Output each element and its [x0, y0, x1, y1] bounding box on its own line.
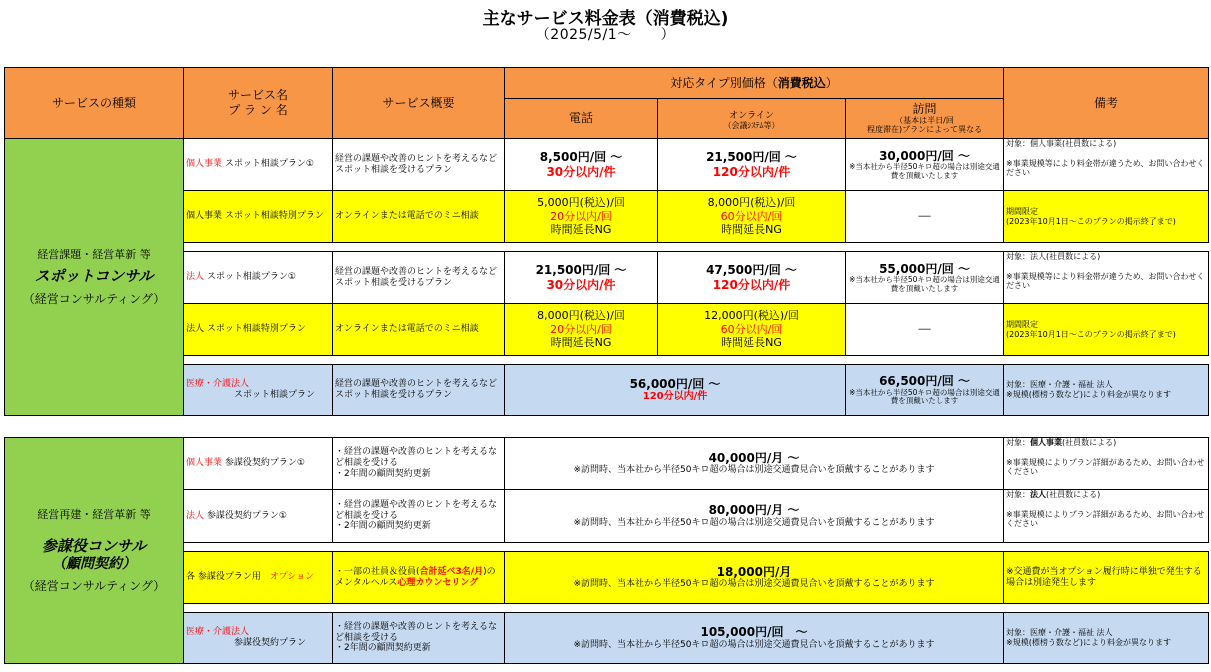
notes-detail: ※規模(標榜う数など)により料金が異なります [1006, 638, 1171, 647]
plan-name-type: 各 参謀役プラン用 [186, 572, 261, 583]
plan-name-type: 個人事業 [186, 211, 223, 222]
notes-cell: ※交通費が当オプション履行時に単独で発生する場合は別途発生します [1004, 552, 1209, 604]
plan-overview [333, 490, 505, 543]
notes-target: 対象：法人(社員数による) [1006, 252, 1101, 261]
overview-line1: ・経営の課題や改善のヒントを考えるなど相談を受ける [335, 447, 498, 469]
price-note: ※訪問時、当本社から半径50キロ超の場合は別途交通費見合いを頂戴することがあります [573, 517, 935, 528]
notes-target [1006, 438, 1206, 448]
header-price-prefix: 対応タイプ別価格（ [670, 75, 778, 90]
price-note: ※訪問時、当本社から半径50キロ超の場合は別途交通費見合いを頂戴することがあります [573, 579, 935, 590]
online-price-cell [658, 252, 846, 304]
plan-name-type: 医療・介護法人 [186, 627, 250, 638]
plan-name [184, 304, 333, 356]
price-table [4, 67, 1209, 416]
visit-price: 30,000円/回 ～ [879, 148, 970, 163]
visit-price-cell: － [846, 304, 1004, 356]
notes-cell [1004, 365, 1209, 416]
online-time-limit: 60分以内/回 [720, 322, 783, 336]
online-extension-note: 時間延長NG [721, 336, 782, 350]
notes-cell [1004, 139, 1209, 191]
spacer-row [5, 604, 1209, 613]
visit-price-cell [846, 365, 1004, 416]
online-price-cell [658, 304, 846, 356]
plan-name [184, 139, 333, 191]
phone-extension-note: 時間延長NG [550, 336, 612, 350]
spot-row-5 [5, 365, 1209, 416]
online-price: 47,500円/回 ～ [706, 262, 797, 277]
visit-note: ※当本社から半径50キロ超の場合は別途交通費を頂戴いたします [849, 275, 1000, 293]
spot-row-3 [5, 252, 1209, 304]
notes-cell [1004, 304, 1209, 356]
combined-price: 56,000円/回 ～ [629, 376, 721, 391]
phone-price-cell [505, 139, 658, 191]
visit-price-cell: － [846, 191, 1004, 243]
spot-row-2 [5, 191, 1209, 243]
plan-name-text: 参謀役契約プラン [234, 638, 307, 648]
online-extension-note: 時間延長NG [721, 223, 782, 237]
notes-target: 対象：医療・介護・福祉 法人 [1006, 380, 1113, 390]
visit-price-cell [846, 139, 1004, 191]
spacer-row [5, 543, 1209, 552]
notes-cell [1004, 613, 1209, 664]
notes-target-prefix: 対象： [1006, 490, 1030, 499]
monthly-price: 105,000円/回 ～ [700, 625, 808, 640]
notes-detail: ※事業規模等により料金帯が違うため、お問い合わせください [1006, 158, 1205, 178]
overview-line1: ・経営の課題や改善のヒントを考えるなど相談を受ける [335, 499, 498, 521]
plan-name-type: 個人事業 [186, 159, 223, 170]
overview-line1: ・経営の課題や改善のヒントを考えるなど相談を受ける [335, 621, 498, 643]
plan-overview: オンラインまたは電話でのミニ相談 [333, 191, 505, 243]
plan-name-type: 法人 [186, 324, 205, 335]
notes-detail: ※事業規模等により料金帯が違うため、お問い合わせください [1006, 271, 1205, 291]
monthly-price: 40,000円/月 ～ [708, 450, 800, 465]
online-price: 21,500円/回 ～ [706, 149, 797, 164]
phone-online-price-cell [505, 365, 846, 416]
phone-price: 8,000円(税込)/回 [537, 309, 625, 323]
plan-overview: 経営の課題や改善のヒントを考えるなどスポット相談を受けるプラン [333, 139, 505, 191]
plan-name [184, 490, 333, 543]
notes-target-suffix: (社員数による) [1062, 438, 1117, 447]
advisor-category-subtitle: （顧問契約） [52, 555, 136, 572]
visit-note: ※当本社から半径50キロ超の場合は別途交通費を頂戴いたします [849, 162, 1000, 180]
plan-name-type: 法人 [186, 272, 205, 283]
plan-name-text: スポット相談プラン [234, 390, 316, 400]
plan-name-text: スポット相談プラン① [206, 272, 296, 283]
monthly-price-cell [505, 552, 1004, 604]
header-online-label: オンライン [729, 110, 774, 121]
plan-name-text: 参謀役契約プラン① [224, 458, 305, 469]
overview-line2: ・2年間の顧問契約更新 [335, 521, 431, 532]
plan-overview: オンラインまたは電話でのミニ相談 [333, 304, 505, 356]
online-time-limit: 60分以内/回 [720, 209, 783, 223]
header-service-type: サービスの種類 [5, 68, 184, 139]
phone-price: 8,500円/回 ～ [539, 149, 623, 164]
spot-category [5, 139, 184, 416]
notes-detail: ※事業規模によりプラン詳細があるため、お問い合わせください [1006, 509, 1205, 529]
notes-detail: (2023年10月1日～このプランの掲示終了まで) [1006, 329, 1176, 339]
phone-price-cell [505, 304, 658, 356]
header-service-name-line1: サービス名 [227, 88, 288, 103]
overview-line2: ・2年間の顧問契約更新 [335, 643, 431, 654]
header-service-overview: サービス概要 [333, 68, 505, 139]
plan-name [184, 252, 333, 304]
notes-cell [1004, 490, 1209, 543]
notes-detail: ※規模(標榜う数など)により料金が異なります [1006, 390, 1171, 399]
header-visit [846, 99, 1004, 139]
spot-category-line1: 経営課題・経営革新 等 [37, 247, 151, 261]
online-price-cell [658, 139, 846, 191]
notes-detail: (2023年10月1日～このプランの掲示終了まで) [1006, 216, 1176, 226]
online-time-limit: 120分以内/件 [712, 164, 791, 179]
advisor-row-1 [5, 438, 1209, 490]
plan-name-type: 医療・介護法人 [186, 379, 250, 390]
phone-price: 5,000円(税込)/回 [537, 196, 625, 210]
notes-detail: ※事業規模によりプラン詳細があるため、お問い合わせください [1006, 457, 1205, 477]
visit-price: 55,000円/回 ～ [879, 261, 970, 276]
notes-target: 対象：個人事業(社員数による) [1006, 139, 1117, 148]
notes-target: 期間限定 [1006, 319, 1039, 329]
plan-name-type: 個人事業 [186, 458, 223, 469]
header-online-sub: （会議ｼｽﾃﾑ等） [723, 120, 780, 130]
visit-price: 66,500円/回 ～ [879, 374, 970, 389]
plan-name-text: スポット相談特別プラン [224, 211, 324, 222]
notes-target-type: 個人事業 [1030, 438, 1062, 447]
notes-target: 期間限定 [1006, 206, 1039, 216]
price-note: ※訪問時、当本社から半径50キロ超の場合は別途交通費見合いを頂戴することがあります [573, 465, 935, 476]
notes-cell [1004, 191, 1209, 243]
spot-category-line3: （経営コンサルティング） [22, 291, 166, 306]
advisor-table [4, 437, 1209, 664]
header-service-name-line2: プ ラ ン 名 [228, 103, 288, 117]
plan-overview [333, 438, 505, 490]
header-price-suffix: ） [825, 75, 838, 90]
online-price-cell [658, 191, 846, 243]
header-row-1 [5, 68, 1209, 99]
plan-name [184, 613, 333, 664]
plan-overview: 経営の課題や改善のヒントを考えるなどスポット相談を受けるプラン [333, 365, 505, 416]
notes-target-suffix: (社員数による) [1046, 490, 1101, 499]
header-price-by-type [505, 68, 1004, 99]
visit-price-cell [846, 252, 1004, 304]
header-online [658, 99, 846, 139]
plan-overview [333, 552, 505, 604]
spacer-row [5, 356, 1209, 365]
visit-note: ※当本社から半径50キロ超の場合は別途交通費を頂戴いたします [849, 387, 1000, 406]
advisor-category [5, 438, 184, 664]
plan-name-text: 参謀役契約プラン① [206, 510, 287, 521]
overview-part2: )のメンタルヘルス [335, 566, 496, 588]
online-price: 12,000円(税込)/回 [704, 309, 799, 323]
plan-name-text: スポット相談特別プラン [206, 324, 306, 335]
effective-date: （2025/5/1～ ） [535, 27, 676, 43]
plan-name [184, 552, 333, 604]
overview-highlight2: 心理カウンセリング [397, 577, 479, 588]
header-service-name [184, 68, 333, 139]
phone-time-limit: 20分以内/回 [550, 322, 612, 336]
plan-name [184, 438, 333, 490]
notes-cell [1004, 252, 1209, 304]
advisor-row-2 [5, 490, 1209, 543]
phone-time-limit: 30分以内/件 [546, 277, 616, 292]
plan-name-text: スポット相談プラン① [224, 159, 314, 170]
combined-time-limit: 120分以内/件 [642, 391, 708, 403]
spot-row-1 [5, 139, 1209, 191]
header-phone: 電話 [505, 99, 658, 139]
notes-target [1006, 490, 1206, 500]
header-notes: 備考 [1004, 68, 1209, 139]
header-price-tax: 消費税込 [777, 75, 826, 90]
advisor-row-3 [5, 552, 1209, 604]
monthly-price-cell [505, 613, 1004, 664]
phone-price-cell [505, 191, 658, 243]
online-price: 8,000円(税込)/回 [707, 196, 796, 210]
plan-name-option: オプション [269, 572, 315, 583]
header-visit-label: 訪問 [912, 102, 937, 117]
notes-target: 対象：医療・介護・福祉 法人 [1006, 628, 1113, 638]
plan-name [184, 365, 333, 416]
plan-name-type: 法人 [186, 510, 205, 521]
online-time-limit: 120分以内/件 [712, 277, 791, 292]
phone-price: 21,500円/回 ～ [535, 262, 627, 277]
overview-highlight1: 合計延べ3名/月 [419, 566, 484, 577]
monthly-price: 80,000円/月 ～ [708, 503, 800, 518]
plan-overview [333, 613, 505, 664]
advisor-category-line1: 経営再建・経営革新 等 [37, 507, 151, 521]
notes-target-type: 法人 [1030, 490, 1046, 499]
phone-time-limit: 20分以内/回 [550, 209, 612, 223]
overview-part1: ・一部の社員＆役員( [335, 566, 420, 577]
page-title: 主なサービス料金表（消費税込) [482, 9, 729, 29]
plan-name [184, 191, 333, 243]
spot-row-4 [5, 304, 1209, 356]
monthly-price: 18,000円/月 [716, 564, 792, 579]
notes-cell [1004, 438, 1209, 490]
plan-overview: 経営の課題や改善のヒントを考えるなどスポット相談を受けるプラン [333, 252, 505, 304]
monthly-price-cell [505, 438, 1004, 490]
notes-target-prefix: 対象： [1006, 438, 1030, 447]
overview-line2: ・2年間の顧問契約更新 [335, 468, 431, 479]
header-visit-sub1: （基本は半日/回 [895, 116, 954, 126]
spacer-row [5, 243, 1209, 252]
advisor-category-title: 参謀役コンサル [41, 537, 147, 556]
advisor-row-4 [5, 613, 1209, 664]
phone-price-cell [505, 252, 658, 304]
spot-category-title: スポットコンサル [34, 267, 154, 286]
phone-time-limit: 30分以内/件 [546, 164, 616, 179]
monthly-price-cell [505, 490, 1004, 543]
advisor-category-line3: （経営コンサルティング） [22, 578, 166, 593]
header-visit-sub2: 程度滞在)プランによって異なる [866, 124, 983, 134]
phone-extension-note: 時間延長NG [550, 223, 612, 237]
price-note: ※訪問時、当本社から半径50キロ超の場合は別途交通費見合いを頂戴することがあります [573, 639, 935, 650]
